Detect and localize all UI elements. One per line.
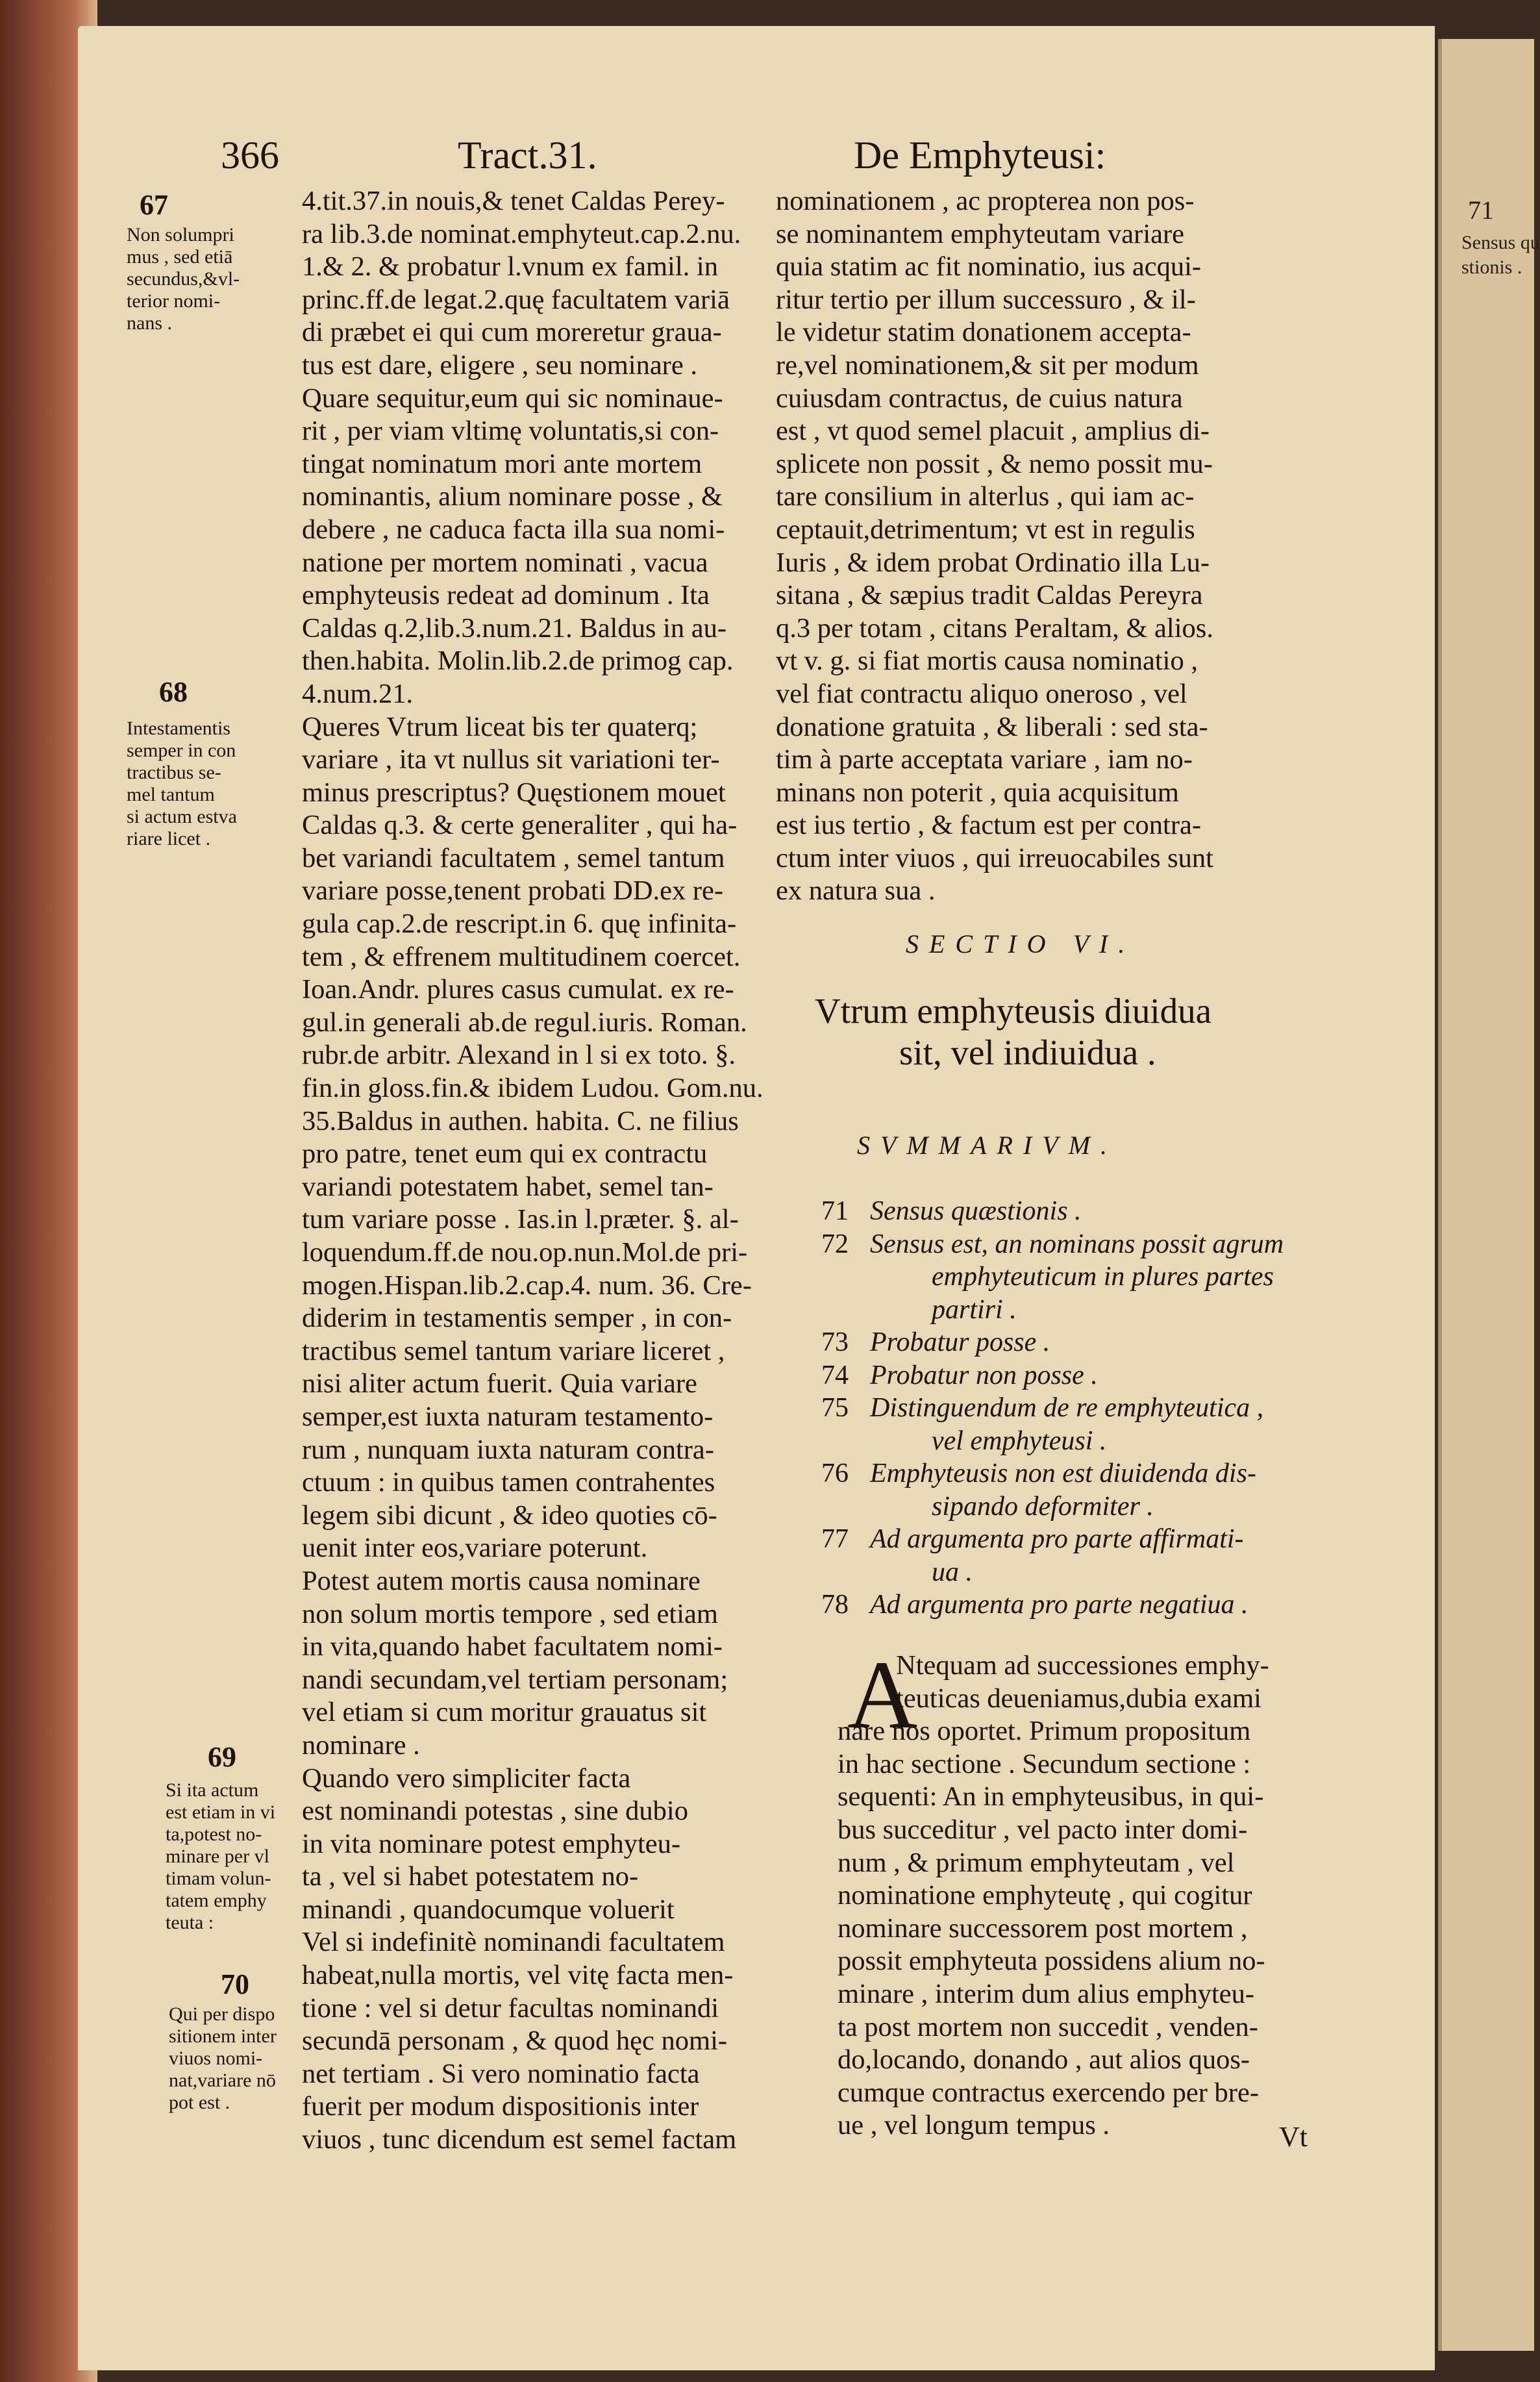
summary-item [821, 1228, 1341, 1261]
text-line: vel etiam si cum moritur grauatus sit [302, 1697, 707, 1728]
text-line: then.habita. Molin.lib.2.de primog cap. [302, 646, 734, 677]
summary-item [821, 1392, 1341, 1425]
summary-item [821, 1359, 1341, 1392]
summary-text: Distinguendum de re emphyteutica , [870, 1393, 1264, 1423]
text-line: nominare . [302, 1729, 420, 1761]
text-line: emphyteusis redeat ad dominum . Ita [302, 580, 710, 611]
text-line: ex natura sua . [776, 875, 936, 907]
drop-cap: A [847, 1641, 918, 1749]
text-line: 4.num.21. [302, 678, 414, 709]
text-line: fuerit per modum dispositionis inter [302, 2091, 699, 2122]
text-line: est , vt quod semel placuit , amplius di- [776, 416, 1210, 447]
text-line: Ntequam ad successiones emphy- [896, 1650, 1269, 1681]
text-line: do,locando, donando , aut alios quos- [838, 2044, 1250, 2075]
text-line: semper,est iuxta naturam testamento- [302, 1401, 714, 1432]
summary-text: Sensus quæstionis . [870, 1196, 1082, 1226]
summary-continuation: ua . [932, 1557, 973, 1587]
text-line: tim à parte acceptata variare , iam no- [776, 744, 1193, 775]
text-line: tus est dare, eligere , seu nominare . [302, 349, 697, 381]
summary-text: Ad argumenta pro parte affirmati- [870, 1524, 1244, 1554]
facing-page-fragment: 71 [1468, 195, 1494, 225]
section-title: SECTIO VI. [906, 929, 1136, 959]
text-line: ue , vel longum tempus . [838, 2110, 1110, 2141]
text-line: viuos , tunc dicendum est semel factam [302, 2124, 737, 2155]
summary-text: Emphyteusis non est diuidenda dis- [870, 1459, 1256, 1488]
margin-number: 70 [221, 1968, 249, 2000]
text-line: nandi secundam,vel tertiam personam; [302, 1664, 728, 1695]
text-line: net tertiam . Si vero nominatio facta [302, 2058, 700, 2089]
summary-continuation: emphyteuticum in plures partes [932, 1262, 1274, 1292]
text-line: di præbet ei qui cum moreretur graua- [302, 317, 722, 348]
text-line: est nominandi potestas , sine dubio [302, 1796, 688, 1827]
text-line: minandi , quandocumque voluerit [302, 1894, 675, 1925]
text-line: teuticas deueniamus,dubia exami [896, 1683, 1261, 1714]
facing-page-edge [1438, 39, 1540, 2351]
text-line: secundā personam , & quod hęc nomi- [302, 2025, 728, 2057]
text-line: fin.in gloss.fin.& ibidem Ludou. Gom.nu. [302, 1073, 764, 1104]
text-line: nisi aliter actum fuerit. Quia variare [302, 1368, 697, 1399]
text-line: pro patre, tenet eum qui ex contractu [302, 1138, 708, 1170]
summary-text: Sensus est, an nominans possit agrum [870, 1229, 1284, 1259]
text-line: splicete non possit , & nemo possit mu- [776, 448, 1213, 479]
summary-text: Probatur non posse . [870, 1360, 1098, 1390]
text-line: 1.& 2. & probatur l.vnum ex famil. in [302, 251, 718, 282]
text-line: vt v. g. si fiat mortis causa nominatio , [776, 646, 1198, 677]
text-line: Vel si indefinitè nominandi facultatem [302, 1927, 725, 1958]
text-line: est ius tertio , & factum est per contra- [776, 810, 1201, 841]
text-line: minare , interim dum alius emphyteu- [838, 1978, 1255, 2009]
facing-page-fragment: Sensus qu [1461, 232, 1540, 253]
running-head-subject: De Emphyteusi: [854, 134, 1106, 177]
summary-number: 78 [821, 1590, 849, 1620]
text-line: princ.ff.de legat.2.quę facultatem variā [302, 284, 730, 315]
text-line: Iuris , & idem probat Ordinatio illa Lu- [776, 547, 1210, 578]
text-line: re,vel nominationem,& sit per modum [776, 349, 1199, 381]
text-line: variare posse,tenent probati DD.ex re- [302, 875, 724, 907]
text-line: le videtur statim donationem accepta- [776, 317, 1191, 348]
text-line: in vita nominare potest emphyteu- [302, 1828, 681, 1859]
text-line: Potest autem mortis causa nominare [302, 1565, 701, 1596]
summary-continuation: partiri . [932, 1294, 1017, 1325]
text-line: bet variandi facultatem , semel tantum [302, 842, 725, 873]
margin-note: Qui per dispo sitionem inter viuos nomi- nat,variare nō pot est . [169, 2003, 277, 2113]
text-line: ra lib.3.de nominat.emphyteut.cap.2.nu. [302, 218, 741, 249]
text-line: se nominantem emphyteutam variare [776, 218, 1185, 249]
text-line: rit , per viam vltimę voluntatis,si con- [302, 416, 719, 447]
summary-continuation: vel emphyteusi . [932, 1425, 1107, 1456]
right-body-text [838, 1649, 1350, 2142]
text-line: nominatione emphyteutę , qui cogitur [838, 1880, 1252, 1911]
text-line: in vita,quando habet facultatem nomi- [302, 1631, 723, 1662]
text-line: gul.in generali ab.de regul.iuris. Roman. [302, 1007, 747, 1038]
text-line: natione per mortem nominati , vacua [302, 547, 708, 578]
text-line: 4.tit.37.in nouis,& tenet Caldas Perey- [302, 186, 725, 216]
text-line: rubr.de arbitr. Alexand in l si ex toto. §. [302, 1040, 736, 1071]
summary-item [821, 1457, 1341, 1490]
text-line: legem sibi dicunt , & ideo quoties cō- [302, 1499, 717, 1531]
text-line: vel fiat contractu aliquo oneroso , vel [776, 678, 1187, 709]
text-line: ta , vel si habet potestatem no- [302, 1861, 639, 1892]
text-line: 35.Baldus in authen. habita. C. ne filius [302, 1105, 739, 1136]
text-line: num , & primum emphyteutam , vel [838, 1847, 1235, 1878]
text-line: variandi potestatem habet, semel tan- [302, 1171, 714, 1202]
text-line: mogen.Hispan.lib.2.cap.4. num. 36. Cre- [302, 1270, 752, 1301]
summary-heading: SVMMARIVM. [857, 1131, 1118, 1160]
text-line: ritur tertio per illum successuro , & il- [776, 284, 1196, 315]
text-line: Ioan.Andr. plures casus cumulat. ex re- [302, 974, 734, 1005]
text-line: tare consilium in alterlus , qui iam ac- [776, 481, 1195, 512]
text-line: gula cap.2.de rescript.in 6. quę infinita- [302, 909, 737, 940]
text-line: ctuum : in quibus tamen contrahentes [302, 1467, 715, 1498]
summary-item [821, 1326, 1341, 1359]
text-line: donatione gratuita , & liberali : sed sta- [776, 711, 1208, 742]
text-line: q.3 per totam , citans Peraltam, & alios. [776, 612, 1213, 644]
margin-note: Non solumpri mus , sed etiā secundus,&vl- terior nomi- nans . [127, 224, 240, 334]
text-line: nominantis, alium nominare posse , & [302, 481, 723, 512]
summary-number: 75 [821, 1393, 849, 1423]
text-line: debere , ne caduca facta illa sua nomi- [302, 514, 725, 545]
text-line: in hac sectione . Secundum sectione : [838, 1748, 1251, 1779]
text-line: rum , nunquam iuxta naturam contra- [302, 1434, 714, 1465]
text-line: habeat,nulla mortis, vel vitę facta men- [302, 1960, 734, 1991]
text-line: sequenti: An in emphyteusibus, in qui- [838, 1781, 1264, 1812]
text-line: Quare sequitur,eum qui sic nominaue- [302, 382, 723, 414]
margin-note: Intestamentis semper in con tractibus se- mel tantum si actum estva riare licet . [127, 718, 237, 849]
summary-continuation: sipando deformiter . [932, 1491, 1154, 1522]
text-line: minus prescriptus? Quęstionem mouet [302, 777, 726, 808]
text-line: Queres Vtrum liceat bis ter quaterq; [302, 711, 698, 742]
summary-number: 74 [821, 1360, 849, 1390]
text-line: tingat nominatum mori ante mortem [302, 448, 702, 479]
left-text-column [302, 185, 821, 2157]
text-line: ta post mortem non succedit , venden- [838, 2011, 1258, 2042]
text-line: cuiusdam contractus, de cuius natura [776, 382, 1183, 414]
text-line: loquendum.ff.de nou.op.nun.Mol.de pri- [302, 1237, 748, 1268]
text-line: Quando vero simpliciter facta [302, 1762, 631, 1794]
summary-number: 73 [821, 1327, 849, 1357]
margin-note: Si ita actum est etiam in vi ta,potest no- minare per vl timam volun- tatem emphy teuta : [166, 1779, 276, 1933]
catchword: Vt [1279, 2121, 1308, 2153]
text-line: tum variare posse . Ias.in l.præter. §. al- [302, 1204, 739, 1235]
text-line: cumque contractus exercendo per bre- [838, 2077, 1259, 2108]
margin-number: 67 [140, 189, 168, 221]
margin-number: 68 [159, 676, 188, 708]
summary-item [821, 1195, 1341, 1228]
text-line: tione : vel si detur facultas nominandi [302, 1992, 719, 2024]
summary-text: Probatur posse . [870, 1327, 1050, 1357]
margin-number: 69 [208, 1741, 236, 1773]
page-number: 366 [221, 134, 279, 177]
text-line: nominationem , ac propterea non pos- [776, 186, 1195, 216]
text-line: nominare successorem post mortem , [838, 1912, 1248, 1944]
summary-number: 71 [821, 1196, 849, 1226]
text-line: uenit inter eos,variare poterunt. [302, 1533, 648, 1564]
summary-number: 77 [821, 1524, 849, 1554]
text-line: diderim in testamentis semper , in con- [302, 1303, 732, 1334]
text-line: ceptauit,detrimentum; vt est in regulis [776, 514, 1195, 545]
summary-text: Ad argumenta pro parte negatiua . [870, 1590, 1248, 1620]
summary-number: 72 [821, 1229, 849, 1259]
summary-list [821, 1195, 1341, 1622]
text-line: Caldas q.2,lib.3.num.21. Baldus in au- [302, 612, 727, 644]
question-title: Vtrum emphyteusis diuidua sit, vel indiuidua . [815, 991, 1212, 1072]
summary-number: 76 [821, 1459, 849, 1488]
text-line: variare , ita vt nullus sit variationi ter- [302, 744, 720, 775]
summary-item [821, 1588, 1341, 1622]
facing-page-fragment: stionis . [1461, 257, 1522, 278]
text-line: tractibus semel tantum variare liceret , [302, 1335, 725, 1366]
text-line: tem , & effrenem multitudinem coercet. [302, 941, 741, 972]
summary-item [821, 1523, 1341, 1556]
text-line: sitana , & sæpius tradit Caldas Pereyra [776, 580, 1203, 611]
text-line: non solum mortis tempore , sed etiam [302, 1598, 718, 1629]
text-line: nare nos oportet. Primum propositum [838, 1716, 1251, 1747]
text-line: possit emphyteuta possidens alium no- [838, 1946, 1265, 1977]
text-line: Caldas q.3. & certe generaliter , qui ha- [302, 810, 738, 841]
text-line: quia statim ac fit nominatio, ius acqui- [776, 251, 1202, 282]
text-line: bus succeditur , vel pacto inter domi- [838, 1814, 1248, 1845]
text-line: minans non poterit , quia acquisitum [776, 777, 1179, 808]
text-line: ctum inter viuos , qui irreuocabiles sunt [776, 842, 1213, 873]
running-head-tract: Tract.31. [458, 134, 597, 177]
right-text-column [776, 185, 1341, 908]
